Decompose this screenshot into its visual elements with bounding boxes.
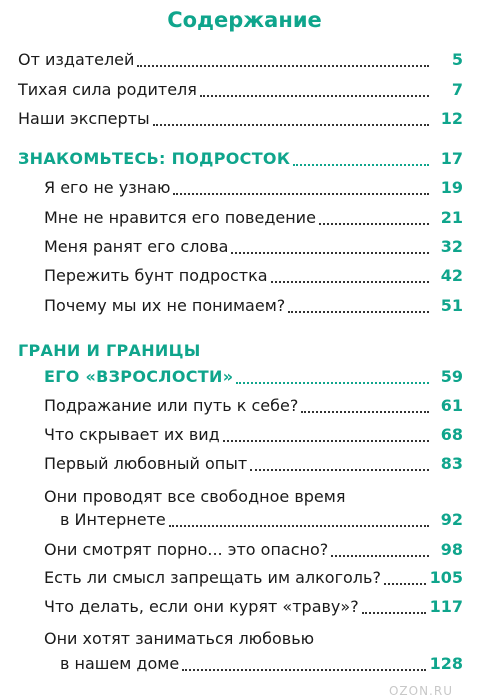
toc-entry-label-line1[interactable]: Они проводят все свободное время [44,487,346,506]
section-heading[interactable] [44,367,463,393]
toc-entry[interactable] [44,425,463,451]
toc-entry-page: 83 [440,454,463,473]
toc-entry[interactable] [44,208,463,234]
toc-entry-label: Что скрывает их вид [44,425,220,444]
section-heading-page: 59 [440,367,463,386]
section-heading-label: ЗНАКОМЬТЕСЬ: ПОДРОСТОК [18,149,291,168]
toc-entry-page: 68 [440,425,463,444]
toc-entry[interactable] [44,178,463,204]
dot-leader [301,411,429,413]
toc-entry-label: Я его не узнаю [44,178,171,197]
section-heading-line1[interactable]: ГРАНИ И ГРАНИЦЫ [18,341,201,360]
toc-entry[interactable] [18,80,463,106]
dot-leader [293,164,429,166]
toc-entry-page: 117 [429,597,463,616]
dot-leader [223,440,429,442]
toc-entry[interactable] [44,296,463,322]
toc-entry-label: Подражание или путь к себе? [44,396,299,415]
dot-leader [169,525,429,527]
toc-entry-page: 105 [429,568,463,587]
toc-entry[interactable] [44,568,463,594]
dot-leader [288,311,429,313]
toc-entry-page: 7 [451,80,463,99]
toc-entry[interactable] [44,454,463,480]
toc-entry[interactable] [44,540,463,566]
toc-entry[interactable] [60,510,463,536]
toc-entry-label: Наши эксперты [18,109,150,128]
toc-entry-label: От издателей [18,50,135,69]
toc-entry-label: Почему мы их не понимаем? [44,296,286,315]
toc-entry-page: 92 [440,510,463,529]
dot-leader [153,124,429,126]
toc-entry-label-line1[interactable]: Они хотят заниматься любовью [44,629,315,648]
dot-leader [384,583,426,585]
toc-entry[interactable] [60,654,463,680]
toc-entry-page: 98 [440,540,463,559]
toc-entry[interactable] [44,266,463,292]
dot-leader [200,95,429,97]
watermark: OZON.RU [388,684,453,698]
toc-entry-page: 19 [440,178,463,197]
page-title: Содержание [167,8,322,32]
toc-entry-page: 128 [429,654,463,673]
toc-entry[interactable] [44,396,463,422]
dot-leader [231,252,429,254]
toc-entry-label: Меня ранят его слова [44,237,229,256]
section-heading-page: 17 [440,149,463,168]
toc-entry-page: 21 [440,208,463,227]
toc-entry-label: Пережить бунт подростка [44,266,268,285]
toc-entry[interactable] [18,109,463,135]
toc-entry-label: Мне не нравится его поведение [44,208,316,227]
dot-leader [173,193,429,195]
dot-leader [319,223,429,225]
dot-leader [182,669,425,671]
toc-entry-label: Тихая сила родителя [18,80,197,99]
toc-entry-label: Первый любовный опыт [44,454,248,473]
dot-leader [250,469,429,471]
section-heading-label: ЕГО «ВЗРОСЛОСТИ» [44,367,234,386]
toc-entry[interactable] [18,50,463,76]
dot-leader [236,382,429,384]
toc-entry-page: 32 [440,237,463,256]
toc-entry-label: Что делать, если они курят «траву»? [44,597,359,616]
toc-entry[interactable] [44,597,463,623]
toc-entry-page: 5 [451,50,463,69]
toc-entry-label: Они смотрят порно... это опасно? [44,540,329,559]
toc-entry-page: 61 [440,396,463,415]
dot-leader [271,281,429,283]
toc-entry-page: 42 [440,266,463,285]
dot-leader [137,65,429,67]
dot-leader [362,612,426,614]
toc-entry-label: в нашем доме [60,654,180,673]
toc-entry-label: в Интернете [60,510,166,529]
dot-leader [331,555,429,557]
toc-entry-page: 12 [440,109,463,128]
section-heading[interactable] [18,149,463,175]
toc-entry-label: Есть ли смысл запрещать им алкоголь? [44,568,381,587]
toc-entry-page: 51 [440,296,463,315]
toc-entry[interactable] [44,237,463,263]
